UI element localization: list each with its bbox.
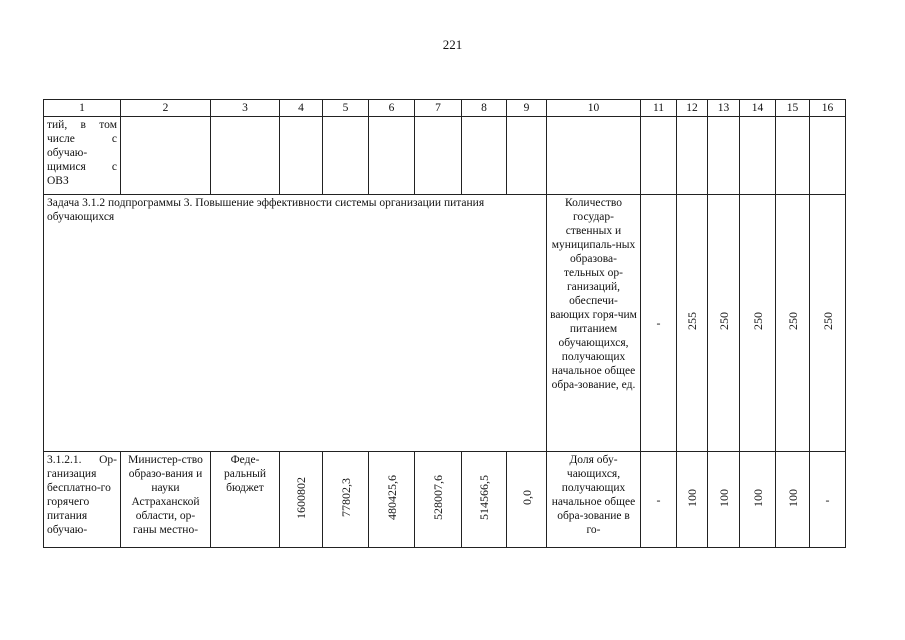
col-header: 11 [641, 100, 677, 117]
column-number-row [44, 100, 846, 117]
measure-row [44, 452, 846, 548]
col-header: 3 [211, 100, 280, 117]
col-header: 13 [708, 100, 740, 117]
measure-indicator: Доля обу-чающихся, получающих начальное общее обра-зование в го- [547, 452, 641, 548]
task-col14: 250 [750, 312, 765, 330]
measure-col4: 1600802 [294, 476, 308, 519]
table-row [44, 117, 846, 195]
task-indicator: Количество государ-ственных и муниципаль-ных образова-тельных ор-ганизаций, обеспечи-вающих горя-чим питанием обучающихся, получающих начальное общее обра-зование, ед. [547, 195, 641, 452]
col-header: 7 [415, 100, 462, 117]
measure-col14: 100 [750, 488, 765, 507]
col-header: 8 [462, 100, 507, 117]
measure-col8: 514566,5 [477, 475, 491, 520]
task-title: Задача 3.1.2 подпрограммы 3. Повышение эффективности системы организации питания обучающихся [44, 195, 547, 452]
task-col12: 255 [685, 312, 699, 330]
col-header: 10 [547, 100, 641, 117]
col-header: 2 [121, 100, 211, 117]
measure-source: Феде-ральный бюджет [211, 452, 280, 548]
measure-executor: Министер-ство образо-вания и науки Астраханской области, ор-ганы местно- [121, 452, 211, 548]
col-header: 4 [280, 100, 323, 117]
ovz-cell: тий, в том числе с обучаю-щимися с ОВЗ [44, 117, 121, 195]
measure-col6: 480425,6 [384, 475, 399, 520]
col-header: 12 [677, 100, 708, 117]
col-header: 14 [740, 100, 776, 117]
col-header: 1 [44, 100, 121, 117]
measure-col12: 100 [685, 488, 699, 507]
measure-col5: 77802,3 [338, 478, 353, 517]
col-header: 6 [369, 100, 415, 117]
task-row [44, 195, 846, 452]
measure-col11: - [641, 452, 677, 548]
col-header: 15 [776, 100, 810, 117]
task-col13: 250 [716, 312, 731, 330]
measure-col15: 100 [785, 488, 800, 507]
measure-col9: 0,0 [519, 490, 534, 505]
task-col15: 250 [785, 312, 800, 330]
measure-name: 3.1.2.1. Ор-ганизация бесплатно-го горячего питания обучаю- [44, 452, 121, 548]
col-header: 16 [810, 100, 846, 117]
measure-col13: 100 [716, 488, 731, 507]
budget-indicators-table [43, 99, 846, 548]
task-col16: 250 [820, 312, 835, 330]
measure-col16: - [810, 452, 846, 548]
page-number: 221 [442, 37, 463, 52]
task-col11: - [641, 195, 677, 452]
col-header: 9 [507, 100, 547, 117]
col-header: 5 [323, 100, 369, 117]
measure-col7: 528007,6 [431, 475, 445, 520]
